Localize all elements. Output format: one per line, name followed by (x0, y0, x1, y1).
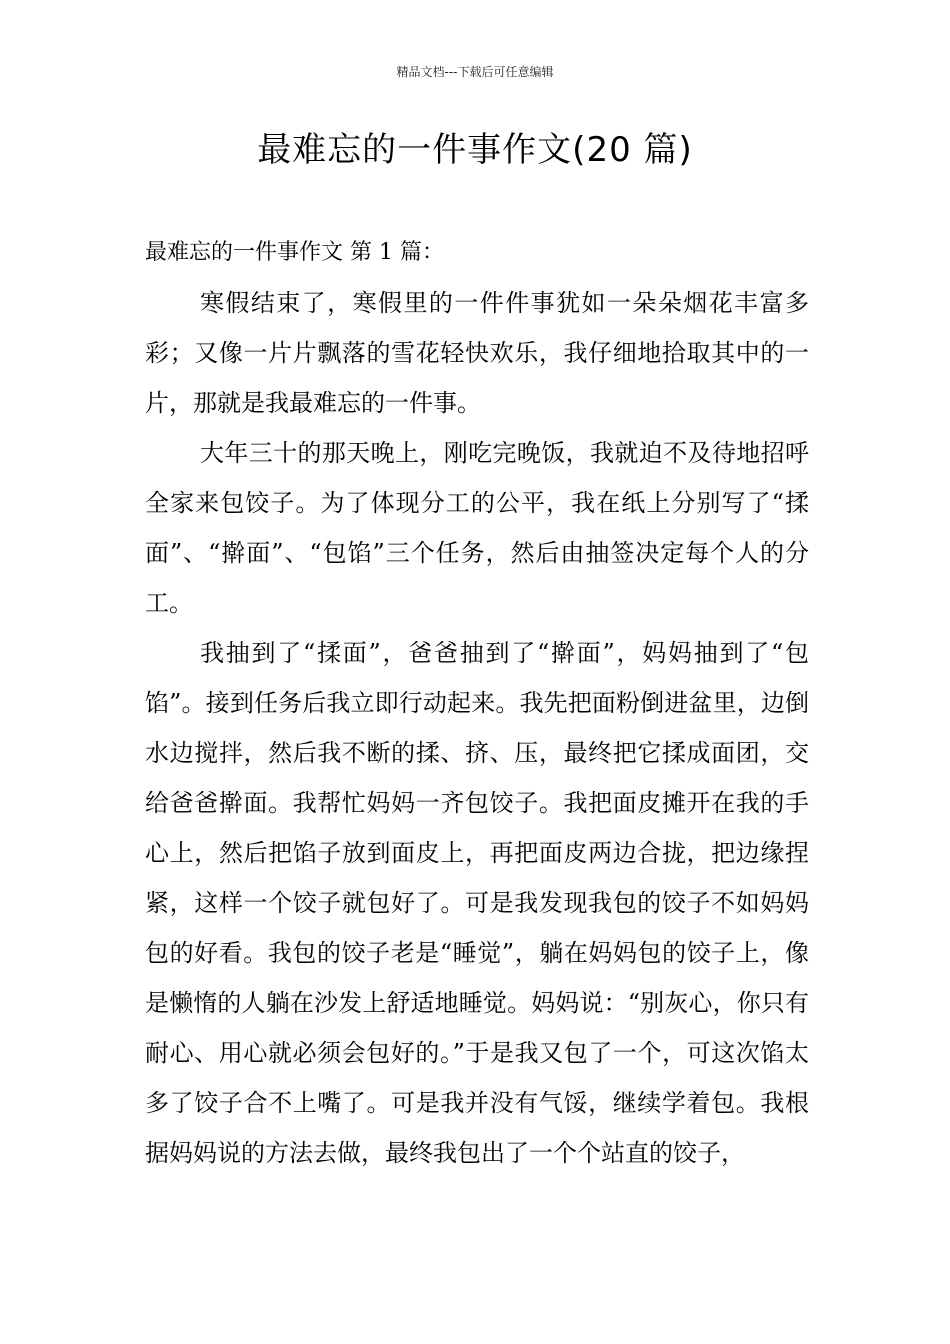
header-note: 精品文档---下载后可任意编辑 (396, 65, 554, 79)
paragraph-1: 寒假结束了，寒假里的一件件事犹如一朵朵烟花丰富多彩；又像一片片飘落的雪花轻快欢乐，我仔细地拾取其中的一片，那就是我最难忘的一件事。 (145, 289, 809, 417)
paragraph-3: 我抽到了“揉面”，爸爸抽到了“擀面”，妈妈抽到了“包馅”。接到任务后我立即行动起来。我先把面粉倒进盆里，边倒水边搅拌，然后我不断的揉、挤、压，最终把它揉成面团，交给爸爸擀面。我帮忙妈妈一齐包饺子。我把面皮摊开在我的手心上，然后把馅子放到面皮上，再把面皮两边合拢，把边缘捏紧，这样一个饺子就包好了。可是我发现我包的饺子不如妈妈包的好看。我包的饺子老是“睡觉”，躺在妈妈包的饺子上，像是懒惰的人躺在沙发上舒适地睡觉。妈妈说：“别灰心，你只有耐心、用心就必须会包好的。”于是我又包了一个，可这次馅太多了饺子合不上嘴了。可是我并没有气馁，继续学着包。我根据妈妈说的方法去做，最终我包出了一个个站直的饺子， (145, 639, 809, 1167)
paragraph-2: 大年三十的那天晚上，刚吃完晚饭，我就迫不及待地招呼全家来包饺子。为了体现分工的公平，我在纸上分别写了“揉面”、“擀面”、“包馅”三个任务，然后由抽签决定每个人的分工。 (145, 439, 809, 617)
section-heading: 最难忘的一件事作文 第 1 篇： (145, 240, 444, 265)
document-body (145, 228, 809, 1178)
document-title: 最难忘的一件事作文(20 篇) (257, 130, 693, 170)
